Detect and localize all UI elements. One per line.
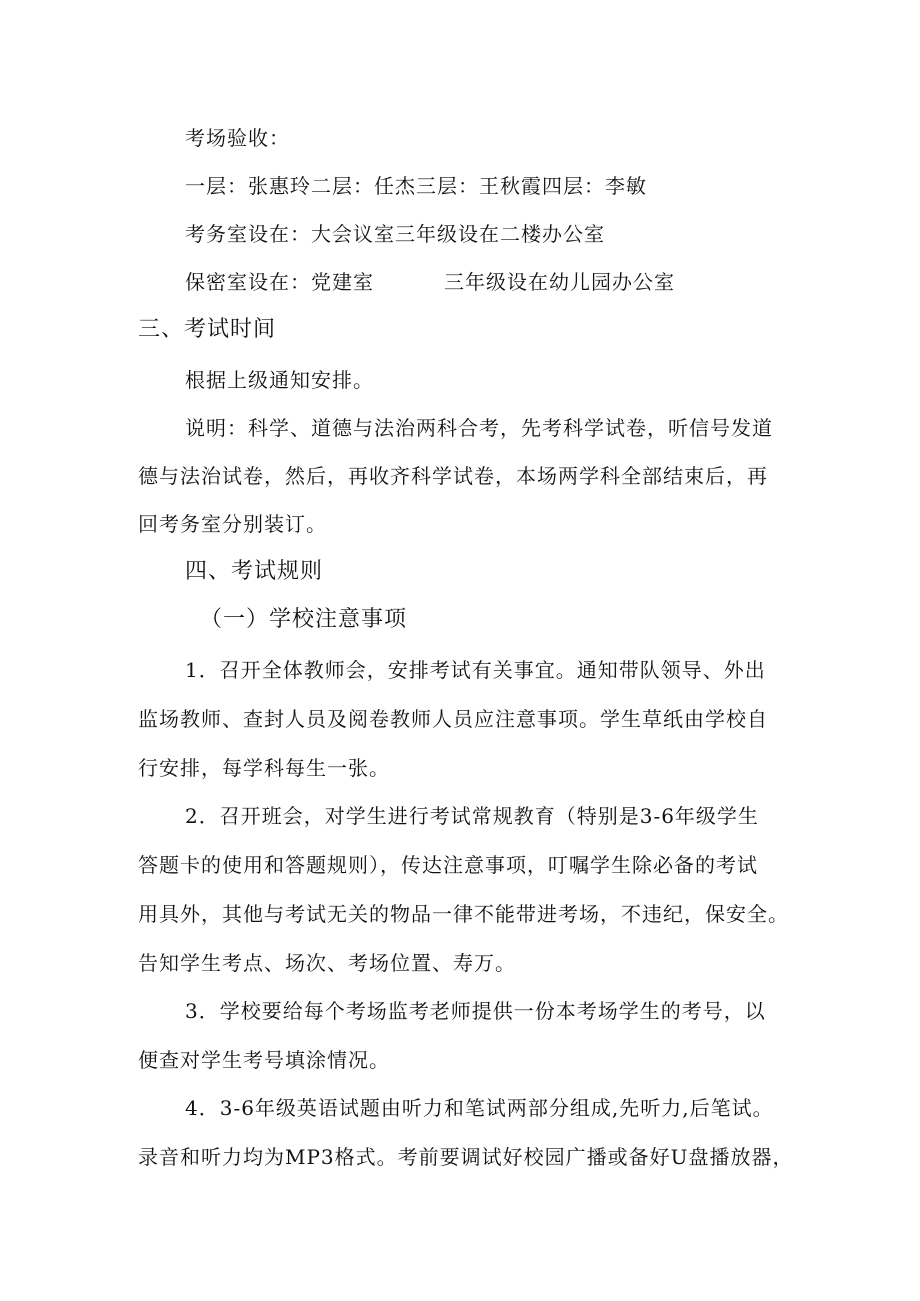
section-4-subheading: （一）学校注意事项 [200, 607, 408, 632]
secure-room-location [185, 268, 675, 296]
item-1-line-1: 1．召开全体教师会，安排考试有关事宜。通知带队领导、外出 [185, 658, 766, 682]
item-2-line-2: 答题卡的使用和答题规则），传达注意事项，叮嘱学生除必备的考试 [138, 853, 758, 877]
section-4-heading: 四、考试规则 [185, 559, 324, 584]
secure-room-b: 三年级设在幼儿园办公室 [444, 270, 675, 294]
venue-check-title: 考场验收： [185, 126, 290, 150]
item-2-line-3: 用具外，其他与考试无关的物品一律不能带进考场，不违纪，保安全。 [138, 902, 789, 926]
item-1-line-2: 监场教师、查封人员及阅卷教师人员应注意事项。学生草纸由学校自 [138, 707, 768, 731]
item-3-line-2: 便查对学生考号填涂情况。 [138, 1048, 390, 1072]
note-line-1: 说明：科学、道德与法治两科合考，先考科学试卷，听信号发道 [185, 416, 773, 440]
item-4-line-1: 4．3-6年级英语试题由听力和笔试两部分组成,先听力,后笔试。 [185, 1096, 774, 1120]
item-4-line-2: 录音和听力均为MP3格式。考前要调试好校园广播或备好U盘播放器， [138, 1145, 794, 1169]
section-3-arrangement: 根据上级通知安排。 [185, 368, 374, 392]
floor-assignments: 一层：张惠玲二层：任杰三层：王秋霞四层：李敏 [185, 174, 647, 198]
item-1-line-3: 行安排，每学科每生一张。 [138, 756, 390, 780]
exam-office-location: 考务室设在：大会议室三年级设在二楼办公室 [185, 222, 605, 246]
note-line-3: 回考务室分别装订。 [138, 512, 327, 536]
section-3-heading: 三、考试时间 [138, 317, 277, 342]
note-line-2: 德与法治试卷，然后，再收齐科学试卷，本场两学科全部结束后，再 [138, 464, 768, 488]
item-2-line-1: 2．召开班会，对学生进行考试常规教育（特别是3-6年级学生 [185, 804, 759, 828]
secure-room-a: 保密室设在：党建室 [185, 270, 374, 294]
item-2-line-4: 告知学生考点、场次、考场位置、寿万。 [138, 951, 516, 975]
item-3-line-1: 3．学校要给每个考场监考老师提供一份本考场学生的考号，以 [185, 999, 766, 1023]
